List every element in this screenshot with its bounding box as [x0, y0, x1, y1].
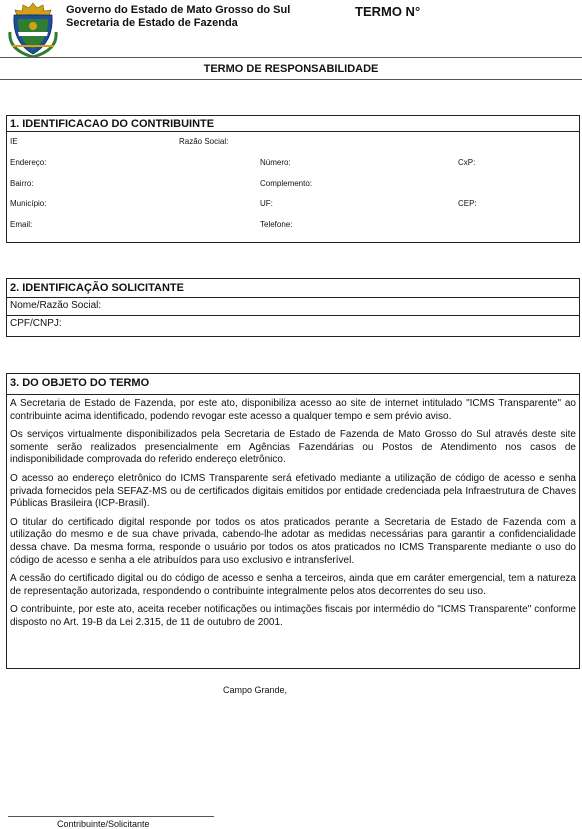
municipio-label: Município: [10, 199, 47, 208]
state-coat-of-arms-icon [8, 2, 58, 58]
email-label: Email: [10, 220, 33, 229]
telefone-label: Telefone: [260, 220, 293, 229]
cep-label: CEP: [458, 199, 477, 208]
bairro-label: Bairro: [10, 179, 34, 188]
section-3-title: 3. DO OBJETO DO TERMO [7, 374, 579, 395]
complemento-label: Complemento: [260, 179, 313, 188]
term-paragraph: A cessão do certificado digital ou do código de acesso e senha a terceiros, ainda que em caráter emergencial, tem a natureza de representação autorizada, respondendo o contribuinte integralmente pelos atos decorrentes do seu uso. [10, 573, 576, 597]
numero-label: Número: [260, 158, 291, 167]
term-paragraph: O acesso ao endereço eletrônico do ICMS Transparente será efetivado mediante a utilização de código de acesso e senha privada fornecidos pela SEFAZ-MS ou de certificados digitais emitidos por entidade credenciada pela Infraestrutura de Chaves Públicas Brasileira (ICP-Brasil). [10, 472, 576, 510]
cpf-cnpj-label: CPF/CNPJ: [10, 318, 62, 329]
razao-social-label: Razão Social: [179, 137, 229, 146]
term-paragraph: A Secretaria de Estado de Fazenda, por este ato, disponibiliza acesso ao site de internet intitulado "ICMS Transparente" ao contribuinte acima identificado, podendo revogar este acesso a qualquer tempo e sem prévio aviso. [10, 398, 576, 422]
term-paragraph: Os serviços virtualmente disponibilizados pela Secretaria de Estado de Fazenda de Mato Grosso do Sul através deste site somente serão realizados presencialmente em Agências Fazendárias ou Postos de Atendimento nos casos de indisponibilidade comprovada do referido endereço eletrônico. [10, 429, 576, 466]
nome-razao-social-label: Nome/Razão Social: [7, 298, 579, 316]
term-object-section [6, 373, 580, 669]
title-divider [0, 79, 582, 80]
government-name: Governo do Estado de Mato Grosso do Sul [66, 4, 291, 16]
ie-label: IE [10, 137, 18, 146]
term-paragraph: O titular do certificado digital responde por todos os atos praticados perante a Secretaria de Estado de Fazenda com a utilização do mesmo e de sua chave privada, cabendo-lhe adotar as medidas necessárias para garantir a confidencialidade dessa chave. Da mesma forma, responde o usuário por todos os atos praticados no ICMS Transparente mediante o uso do código de acesso e senha a ele atribuídos para uso exclusivo e intransferível. [10, 516, 576, 566]
header-divider [0, 57, 582, 58]
section-1-title: 1. IDENTIFICACAO DO CONTRIBUINTE [7, 116, 579, 132]
endereco-label: Endereço: [10, 158, 47, 167]
city-date-line: Campo Grande, [223, 685, 288, 695]
taxpayer-identification-section [6, 115, 580, 243]
term-number-label: TERMO N° [355, 4, 421, 19]
secretariat-name: Secretaria de Estado de Fazenda [66, 17, 238, 29]
section-2-title: 2. IDENTIFICAÇÃO SOLICITANTE [7, 279, 579, 298]
signature-label: Contribuinte/Solicitante [57, 819, 150, 829]
government-header [66, 4, 290, 30]
signature-line [8, 816, 214, 817]
requester-identification-section [6, 278, 580, 337]
term-paragraph: O contribuinte, por este ato, aceita receber notificações ou intimações fiscais por intermédio do "ICMS Transparente" conforme disposto no Art. 19-B da Lei 2.315, de 11 de outubro de 2001. [10, 604, 576, 628]
uf-label: UF: [260, 199, 273, 208]
document-title: TERMO DE RESPONSABILIDADE [203, 63, 379, 75]
cxp-label: CxP: [458, 158, 476, 167]
